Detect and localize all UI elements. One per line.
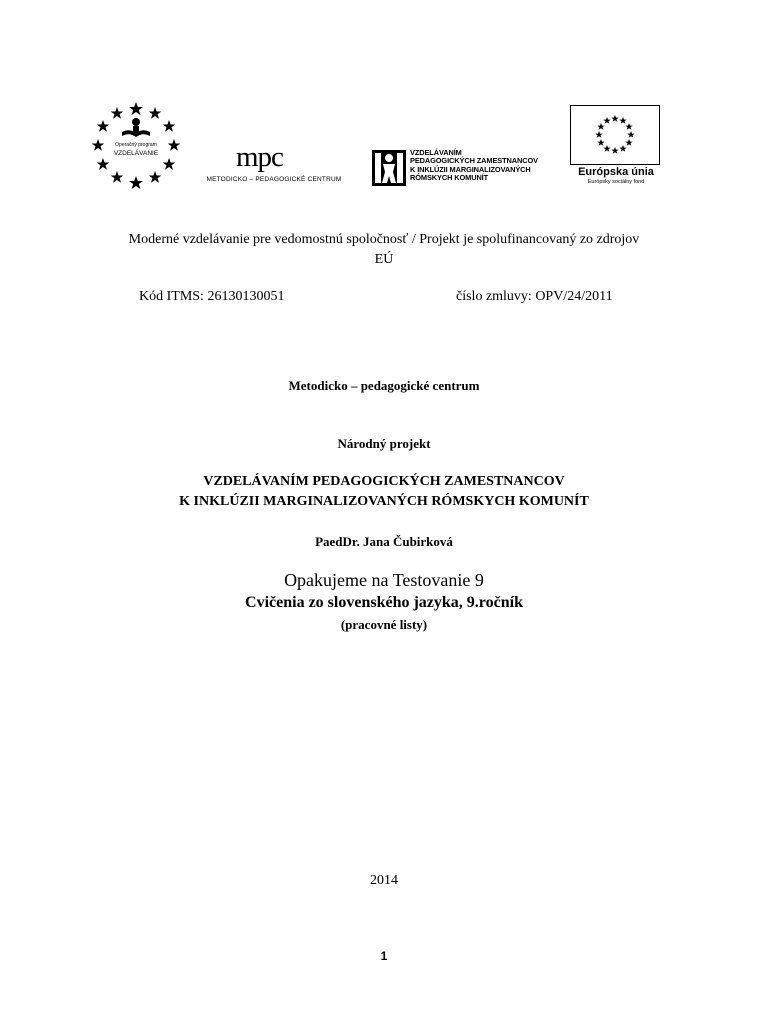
contract-number: číslo zmluvy: OPV/24/2011 bbox=[456, 289, 613, 304]
itms-code: Kód ITMS: 26130130051 bbox=[139, 289, 285, 304]
document-title: Opakujeme na Testovanie 9 bbox=[284, 570, 484, 590]
organization-name: Metodicko – pedagogické centrum bbox=[288, 378, 480, 393]
vzdelavanim-emblem-icon bbox=[372, 150, 406, 186]
project-title-line-1: VZDELÁVANÍM PEDAGOGICKÝCH ZAMESTNANCOV bbox=[203, 474, 565, 489]
eu-logo bbox=[570, 105, 662, 187]
document-subtitle: Cvičenia zo slovenského jazyka, 9.ročník bbox=[245, 594, 523, 611]
intro-line-2: EÚ bbox=[374, 252, 394, 267]
mpc-subtitle: METODICKO – PEDAGOGICKÉ CENTRUM bbox=[206, 176, 342, 183]
eu-title: Európska únia bbox=[578, 166, 654, 178]
vzdelavanim-logo bbox=[372, 147, 552, 189]
op-vzdelavanie-label: VZDELÁVANIE bbox=[113, 150, 159, 157]
vzdelavanim-line-2: PEDAGOGICKÝCH ZAMESTNANCOV bbox=[410, 156, 538, 166]
vzdelavanim-line-3: K INKLÚZII MARGINALIZOVANÝCH bbox=[410, 164, 531, 174]
eu-stars-icon bbox=[571, 106, 659, 164]
mpc-wordmark: mpc bbox=[236, 141, 283, 173]
intro-line-1: Moderné vzdelávanie pre vedomostnú spoločnosť / Projekt je spolufinancovaný zo zdrojov bbox=[128, 232, 640, 247]
document-subtitle-note: (pracovné listy) bbox=[340, 617, 428, 632]
vzdelavanim-line-4: RÓMSKYCH KOMUNÍT bbox=[410, 173, 489, 183]
vzdelavanim-line-1: VZDELÁVANÍM bbox=[410, 148, 462, 157]
eu-flag bbox=[570, 105, 660, 165]
vzdelavanim-text bbox=[410, 149, 538, 183]
project-title bbox=[0, 472, 768, 512]
project-title-line-2: K INKLÚZII MARGINALIZOVANÝCH RÓMSKYCH KOMUNÍT bbox=[179, 494, 589, 509]
national-project-label: Národný projekt bbox=[337, 436, 431, 451]
author: PaedDr. Jana Čubirková bbox=[315, 534, 453, 549]
year: 2014 bbox=[370, 873, 398, 888]
intro-text bbox=[0, 230, 768, 270]
mpc-logo bbox=[200, 140, 348, 190]
page-number: 1 bbox=[380, 949, 388, 963]
op-vzdelavanie-logo bbox=[88, 100, 184, 190]
op-program-label: Operačný program bbox=[115, 142, 157, 148]
eu-subtitle: Európsky sociálny fond bbox=[587, 179, 645, 185]
